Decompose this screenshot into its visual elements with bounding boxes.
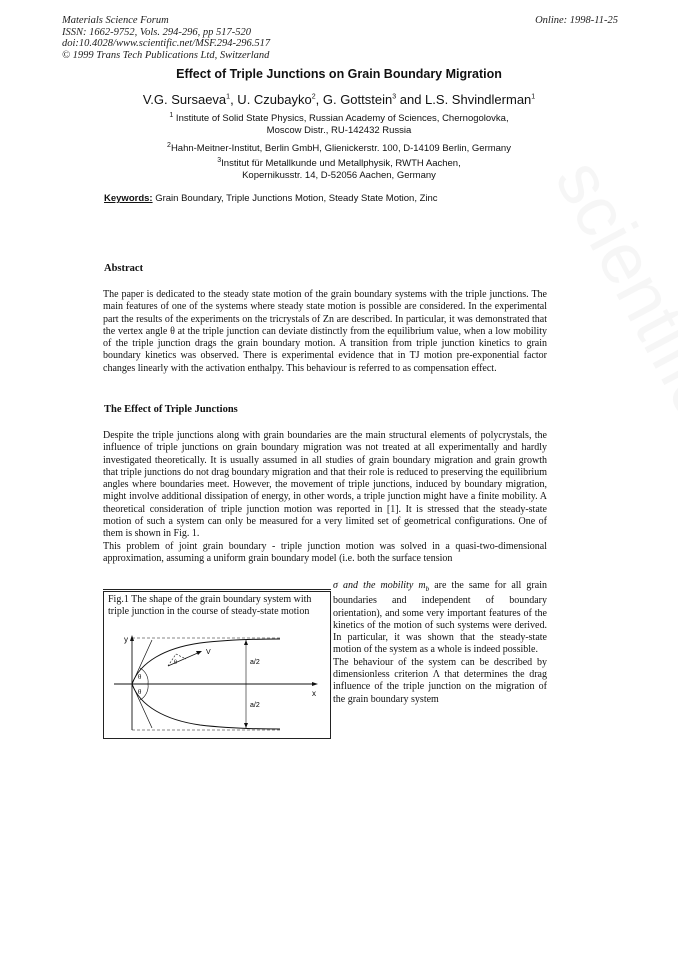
- width-arrow-top: [244, 640, 248, 645]
- doi-line[interactable]: doi:10.4028/www.scientific.net/MSF.294-296.517: [62, 38, 271, 49]
- half-width-label-top: a/2: [250, 659, 260, 666]
- section-heading: The Effect of Triple Junctions: [104, 404, 238, 415]
- abstract-paragraph: The paper is dedicated to the steady state motion of the grain boundary systems with the triple junctions. The main features of one of the systems where steady state motion is possible are considered. In the experimental part the results of the experiments on the tricrystals of Zn are described. In particular, it was demonstrated that the vertex angle θ at the triple junction can deviate distinctly from the equilibrium value, when a low mobility of the triple junction drags the grain boundary motion. A transition from triple junction kinetics to grain boundary kinetics was observed. There is experimental evidence that in TJ motion pre-exponential factor changes linearly with the activation enthalpy. This behaviour is referred to as compensation effect.: [103, 289, 547, 374]
- affil-text: Institut für Metallkunde und Metallphysik, RWTH Aachen,: [221, 158, 461, 169]
- affil-text: Institute of Solid State Physics, Russian Academy of Sciences, Chernogolovka,: [173, 113, 509, 124]
- author-name: and L.S. Shvindlerman: [396, 92, 532, 107]
- affiliation-1: [0, 113, 678, 136]
- text-run: are the same for all grain boundaries and independent of boundary orientation), and some very important features of the kinetics of the motion of such systems were derived. In particular, it was shown that the steady-state motion of the system as a whole is indeed possible.: [333, 580, 547, 656]
- author-affil-mark: 3: [392, 93, 397, 101]
- velocity-helper-line: [176, 654, 186, 659]
- y-axis-label: y: [124, 635, 128, 644]
- author-affil-mark: 2: [311, 93, 316, 101]
- page-header: [62, 15, 270, 61]
- affil-mark: 3: [217, 156, 222, 164]
- angle-label-top: θ: [138, 673, 142, 681]
- affiliation-2: [0, 143, 678, 155]
- author-list: [0, 92, 678, 107]
- affil-mark: 2: [167, 141, 171, 149]
- author-affil-mark: 1: [226, 93, 231, 101]
- text-run: σ and the mobility m: [333, 580, 426, 591]
- half-width-label-bottom: a/2: [250, 702, 260, 709]
- figure-caption: Fig.1 The shape of the grain boundary system with triple junction in the course of steady-state motion: [108, 594, 312, 617]
- online-date: Online: 1998-11-25: [535, 15, 618, 26]
- x-axis-label: x: [312, 689, 316, 698]
- body-paragraph: This problem of joint grain boundary - triple junction motion was solved in a quasi-two-dimensional approximation, assuming a uniform grain boundary model (i.e. both the surface tension: [103, 540, 547, 564]
- angle-label-bottom: θ: [138, 688, 142, 696]
- figure-top-rule: [103, 589, 331, 590]
- width-arrow-bottom: [244, 723, 248, 728]
- affil-mark: 1: [169, 111, 174, 119]
- velocity-label: V: [206, 649, 211, 656]
- author-name: V.G. Sursaeva: [142, 92, 227, 107]
- section-body: [103, 430, 547, 565]
- keywords: [104, 193, 438, 204]
- watermark: [539, 147, 678, 535]
- figure-diagram: [110, 632, 325, 732]
- body-paragraph: The behaviour of the system can be described by dimensionless criterion Λ that determines the drag influence of the triple junction on the migration of the grain boundary system: [333, 656, 547, 705]
- abstract-heading: Abstract: [104, 263, 144, 274]
- keywords-text: Grain Boundary, Triple Junctions Motion, Steady State Motion, Zinc: [152, 193, 438, 204]
- affil-text: Moscow Distr., RU-142432 Russia: [266, 124, 412, 136]
- affil-text: Kopernikusstr. 14, D-52056 Aachen, Germany: [242, 169, 436, 181]
- affiliation-3: [0, 158, 678, 181]
- paper-title: Effect of Triple Junctions on Grain Boundary Migration: [176, 67, 502, 81]
- right-column-text: [333, 580, 547, 706]
- x-axis-arrow: [312, 682, 318, 686]
- body-paragraph: [333, 580, 547, 657]
- subscript: b: [425, 585, 430, 593]
- journal-name: Materials Science Forum: [62, 15, 169, 26]
- issn-line: ISSN: 1662-9752, Vols. 294-296, pp 517-520: [62, 26, 251, 38]
- body-paragraph: Despite the triple junctions along with grain boundaries are the main structural elements of polycrystals, the influence of triple junctions on grain boundary migration was not treated at all experimentally and hardly investigated theoretically. It is usually assumed in all studies of grain boundary migration and grain growth that triple junctions do not drag boundary migration and that their role is reduced to preserving the equilibrium angles where boundaries meet. However, the movement of triple junctions, induced by boundary migration, might involve additional dissipation of energy, in other words, a triple junction might have a finite mobility. A theoretical consideration of triple junction motion was reported in [1]. It is stressed that the steady-state motion of such a system can only be measured for a very limited set of geometrical configurations. One of them is shown in Fig. 1.: [103, 430, 547, 540]
- copyright-line: © 1999 Trans Tech Publications Ltd, Switzerland: [62, 49, 270, 61]
- keywords-label: Keywords:: [104, 193, 153, 204]
- author-name: , G. Gottstein: [315, 92, 393, 107]
- author-name: , U. Czubayko: [230, 92, 312, 107]
- abstract-body: [103, 289, 547, 375]
- author-affil-mark: 1: [531, 93, 536, 101]
- angle-label-inner: θ: [174, 660, 177, 666]
- affil-text: Hahn-Meitner-Institut, Berlin GmbH, Glienickerstr. 100, D-14109 Berlin, Germany: [170, 143, 511, 154]
